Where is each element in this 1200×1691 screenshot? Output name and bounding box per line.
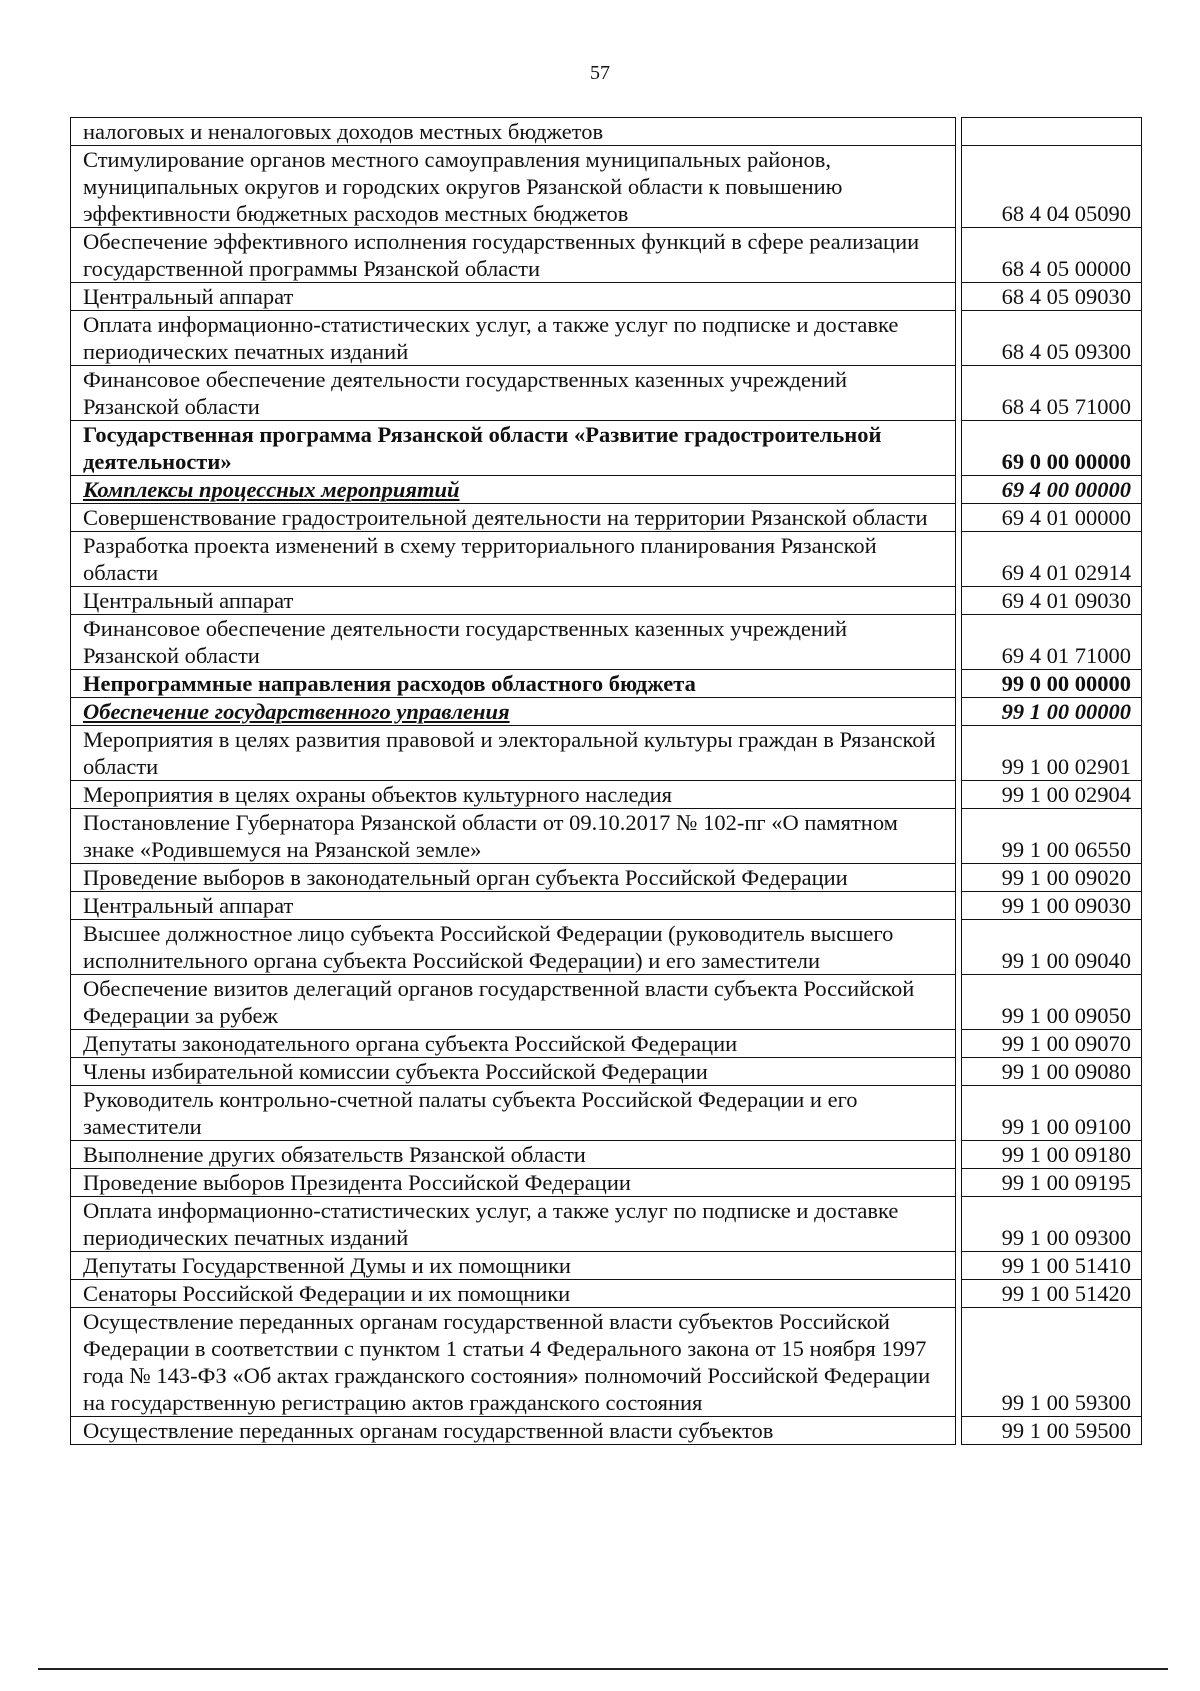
expense-name-cell: Центральный аппарат: [71, 587, 956, 615]
budget-code-cell: 99 1 00 59300: [962, 1308, 1142, 1417]
budget-code-cell: 68 4 05 71000: [962, 366, 1142, 421]
table-row: [71, 1417, 1142, 1445]
budget-classification-table: [70, 117, 1142, 1445]
table-row: [71, 421, 1142, 476]
expense-name-cell: Осуществление переданных органам государственной власти субъектов Российской Федерации в соответствии с пунктом 1 статьи 4 Федерального закона от 15 ноября 1997 года № 143-ФЗ «Об актах гражданского состояния» полномочий Российской Федерации на государственную регистрацию актов гражданского состояния: [71, 1308, 956, 1417]
table-row: [71, 366, 1142, 421]
expense-name-cell: Центральный аппарат: [71, 892, 956, 920]
budget-code-cell: 99 1 00 09050: [962, 975, 1142, 1030]
table-row: [71, 1169, 1142, 1197]
table-row: [71, 311, 1142, 366]
expense-name-cell: Высшее должностное лицо субъекта Российской Федерации (руководитель высшего исполнительного органа субъекта Российской Федерации) и его заместители: [71, 920, 956, 975]
expense-name-cell: Проведение выборов в законодательный орган субъекта Российской Федерации: [71, 864, 956, 892]
expense-name-cell: Обеспечение эффективного исполнения государственных функций в сфере реализации государственной программы Рязанской области: [71, 228, 956, 283]
table-row: [71, 504, 1142, 532]
expense-name-cell: Разработка проекта изменений в схему территориального планирования Рязанской области: [71, 532, 956, 587]
budget-code-cell: 99 1 00 02904: [962, 781, 1142, 809]
budget-code-cell: 68 4 05 09300: [962, 311, 1142, 366]
expense-name-cell: Комплексы процессных мероприятий: [71, 476, 956, 504]
table-row: [71, 587, 1142, 615]
table-row: [71, 146, 1142, 228]
budget-code-cell: 99 1 00 09180: [962, 1141, 1142, 1169]
budget-code-cell: 69 4 01 71000: [962, 615, 1142, 670]
table-row: [71, 809, 1142, 864]
table-row: [71, 1086, 1142, 1141]
table-row: [71, 532, 1142, 587]
budget-code-cell: 99 1 00 09040: [962, 920, 1142, 975]
budget-code-cell: 99 1 00 02901: [962, 726, 1142, 781]
expense-name-cell: налоговых и неналоговых доходов местных бюджетов: [71, 118, 956, 146]
budget-code-cell: 68 4 05 00000: [962, 228, 1142, 283]
budget-code-cell: 68 4 04 05090: [962, 146, 1142, 228]
expense-name-cell: Обеспечение визитов делегаций органов государственной власти субъекта Российской Федерации за рубеж: [71, 975, 956, 1030]
expense-name-cell: Осуществление переданных органам государственной власти субъектов: [71, 1417, 956, 1445]
table-row: [71, 698, 1142, 726]
budget-code-cell: 68 4 05 09030: [962, 283, 1142, 311]
budget-code-cell: 99 1 00 09070: [962, 1030, 1142, 1058]
budget-code-cell: 69 4 01 09030: [962, 587, 1142, 615]
expense-name-cell: Оплата информационно-статистических услуг, а также услуг по подписке и доставке периодических печатных изданий: [71, 311, 956, 366]
page-number: 57: [590, 62, 610, 84]
table-row: [71, 1197, 1142, 1252]
expense-name-cell: Государственная программа Рязанской области «Развитие градостроительной деятельности»: [71, 421, 956, 476]
expense-name-cell: Финансовое обеспечение деятельности государственных казенных учреждений Рязанской области: [71, 366, 956, 421]
budget-code-cell: 99 1 00 09300: [962, 1197, 1142, 1252]
budget-code-cell: 99 1 00 00000: [962, 698, 1142, 726]
budget-code-cell: 69 4 01 02914: [962, 532, 1142, 587]
expense-name-cell: Члены избирательной комиссии субъекта Российской Федерации: [71, 1058, 956, 1086]
table-row: [71, 726, 1142, 781]
table-row: [71, 228, 1142, 283]
budget-code-cell: 99 1 00 59500: [962, 1417, 1142, 1445]
table-row: [71, 975, 1142, 1030]
expense-name-cell: Мероприятия в целях охраны объектов культурного наследия: [71, 781, 956, 809]
expense-name-cell: Мероприятия в целях развития правовой и электоральной культуры граждан в Рязанской области: [71, 726, 956, 781]
table-row: [71, 781, 1142, 809]
table-row: [71, 1030, 1142, 1058]
budget-code-cell: [962, 118, 1142, 146]
table-row: [71, 892, 1142, 920]
table-row: [71, 615, 1142, 670]
table-row: [71, 118, 1142, 146]
table-row: [71, 670, 1142, 698]
table-row: [71, 1308, 1142, 1417]
budget-code-cell: 99 1 00 06550: [962, 809, 1142, 864]
table-row: [71, 864, 1142, 892]
expense-name-cell: Постановление Губернатора Рязанской области от 09.10.2017 № 102-пг «О памятном знаке «Родившемуся на Рязанской земле»: [71, 809, 956, 864]
budget-code-cell: 99 1 00 09080: [962, 1058, 1142, 1086]
table-row: [71, 1058, 1142, 1086]
expense-name-cell: Руководитель контрольно-счетной палаты субъекта Российской Федерации и его заместители: [71, 1086, 956, 1141]
expense-name-cell: Выполнение других обязательств Рязанской области: [71, 1141, 956, 1169]
budget-code-cell: 99 1 00 51420: [962, 1280, 1142, 1308]
expense-name-cell: Обеспечение государственного управления: [71, 698, 956, 726]
expense-name-cell: Депутаты законодательного органа субъекта Российской Федерации: [71, 1030, 956, 1058]
expense-name-cell: Сенаторы Российской Федерации и их помощники: [71, 1280, 956, 1308]
budget-code-cell: 69 4 01 00000: [962, 504, 1142, 532]
table-body: [71, 118, 1142, 1445]
table-row: [71, 1280, 1142, 1308]
budget-code-cell: 99 1 00 09100: [962, 1086, 1142, 1141]
table-row: [71, 920, 1142, 975]
budget-code-cell: 69 4 00 00000: [962, 476, 1142, 504]
budget-code-cell: 99 1 00 09030: [962, 892, 1142, 920]
expense-name-cell: Непрограммные направления расходов областного бюджета: [71, 670, 956, 698]
expense-name-cell: Центральный аппарат: [71, 283, 956, 311]
table-row: [71, 1141, 1142, 1169]
budget-code-cell: 99 1 00 09195: [962, 1169, 1142, 1197]
expense-name-cell: Проведение выборов Президента Российской Федерации: [71, 1169, 956, 1197]
expense-name-cell: Депутаты Государственной Думы и их помощники: [71, 1252, 956, 1280]
expense-name-cell: Оплата информационно-статистических услуг, а также услуг по подписке и доставке периодических печатных изданий: [71, 1197, 956, 1252]
expense-name-cell: Финансовое обеспечение деятельности государственных казенных учреждений Рязанской области: [71, 615, 956, 670]
budget-code-cell: 69 0 00 00000: [962, 421, 1142, 476]
footer-rule: [38, 1668, 1168, 1670]
table-row: [71, 476, 1142, 504]
table-row: [71, 283, 1142, 311]
expense-name-cell: Стимулирование органов местного самоуправления муниципальных районов, муниципальных округов и городских округов Рязанской области к повышению эффективности бюджетных расходов местных бюджетов: [71, 146, 956, 228]
budget-code-cell: 99 0 00 00000: [962, 670, 1142, 698]
table-row: [71, 1252, 1142, 1280]
budget-code-cell: 99 1 00 51410: [962, 1252, 1142, 1280]
budget-code-cell: 99 1 00 09020: [962, 864, 1142, 892]
expense-name-cell: Совершенствование градостроительной деятельности на территории Рязанской области: [71, 504, 956, 532]
